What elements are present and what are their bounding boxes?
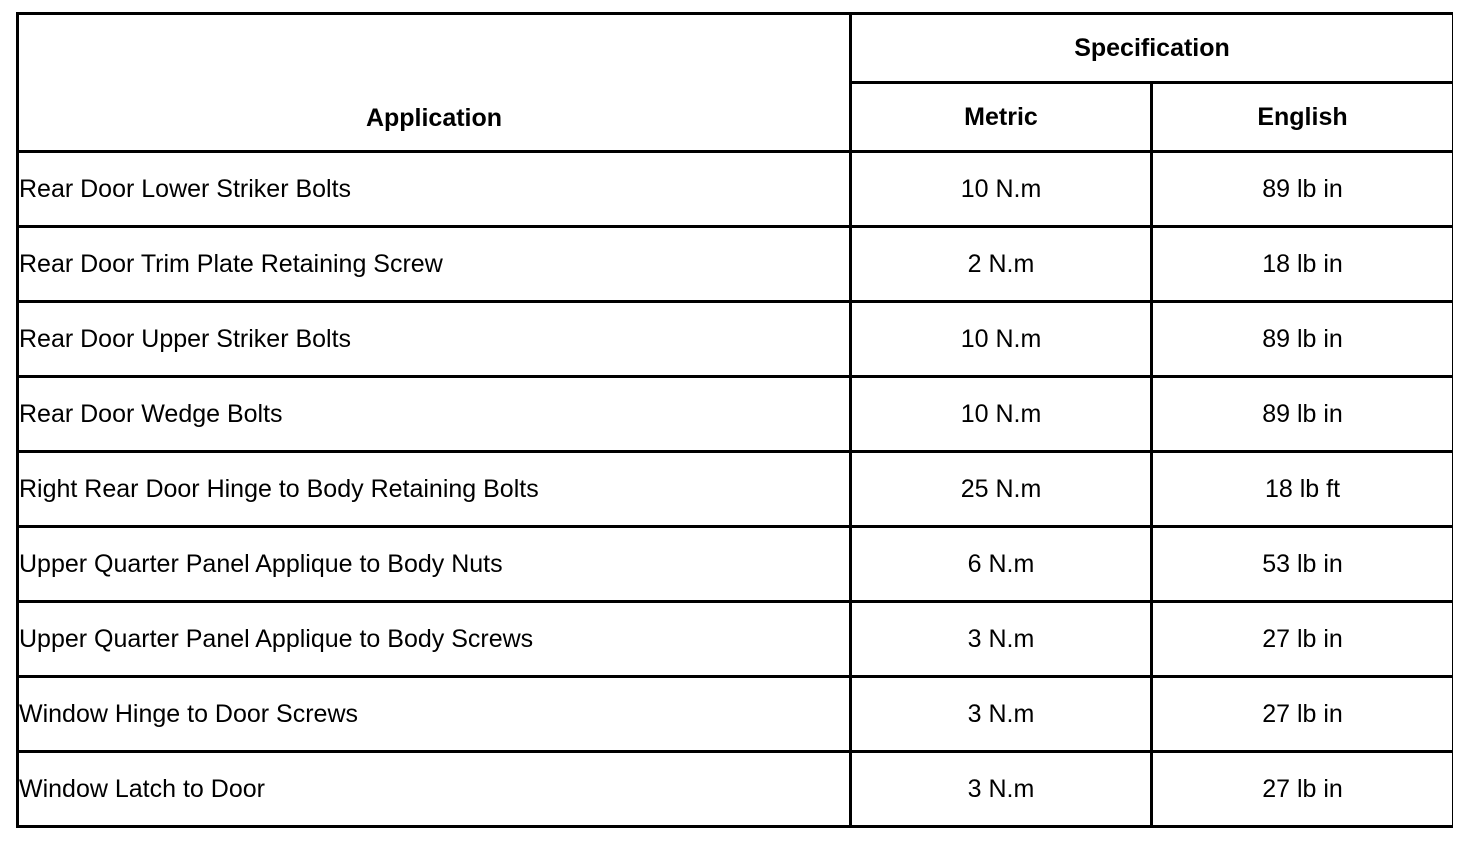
english-cell: 53 lb in — [1152, 527, 1454, 602]
fastener-specification-table — [16, 12, 1453, 828]
metric-cell: 10 N.m — [851, 302, 1152, 377]
metric-cell: 2 N.m — [851, 227, 1152, 302]
metric-cell: 10 N.m — [851, 152, 1152, 227]
english-cell: 18 lb in — [1152, 227, 1454, 302]
table-row — [18, 452, 1454, 527]
application-cell: Right Rear Door Hinge to Body Retaining Bolts — [18, 452, 851, 527]
application-cell: Rear Door Upper Striker Bolts — [18, 302, 851, 377]
metric-cell: 25 N.m — [851, 452, 1152, 527]
application-cell: Window Hinge to Door Screws — [18, 677, 851, 752]
english-cell: 27 lb in — [1152, 602, 1454, 677]
english-cell: 27 lb in — [1152, 752, 1454, 827]
specification-table-container — [16, 12, 1453, 842]
table-row — [18, 227, 1454, 302]
table-row — [18, 302, 1454, 377]
table-row — [18, 377, 1454, 452]
application-cell: Upper Quarter Panel Applique to Body Screws — [18, 602, 851, 677]
application-cell: Rear Door Wedge Bolts — [18, 377, 851, 452]
column-header-specification: Specification — [851, 14, 1454, 83]
metric-cell: 10 N.m — [851, 377, 1152, 452]
english-cell: 89 lb in — [1152, 152, 1454, 227]
english-cell: 18 lb ft — [1152, 452, 1454, 527]
column-header-application: Application — [18, 14, 851, 152]
metric-cell: 6 N.m — [851, 527, 1152, 602]
application-cell: Rear Door Lower Striker Bolts — [18, 152, 851, 227]
table-row — [18, 527, 1454, 602]
application-cell: Window Latch to Door — [18, 752, 851, 827]
english-cell: 89 lb in — [1152, 377, 1454, 452]
table-row — [18, 152, 1454, 227]
application-cell: Rear Door Trim Plate Retaining Screw — [18, 227, 851, 302]
table-row — [18, 752, 1454, 827]
table-row — [18, 677, 1454, 752]
metric-cell: 3 N.m — [851, 752, 1152, 827]
table-row — [18, 602, 1454, 677]
english-cell: 27 lb in — [1152, 677, 1454, 752]
english-cell: 89 lb in — [1152, 302, 1454, 377]
column-header-english: English — [1152, 83, 1454, 152]
metric-cell: 3 N.m — [851, 602, 1152, 677]
metric-cell: 3 N.m — [851, 677, 1152, 752]
column-header-metric: Metric — [851, 83, 1152, 152]
application-cell: Upper Quarter Panel Applique to Body Nuts — [18, 527, 851, 602]
